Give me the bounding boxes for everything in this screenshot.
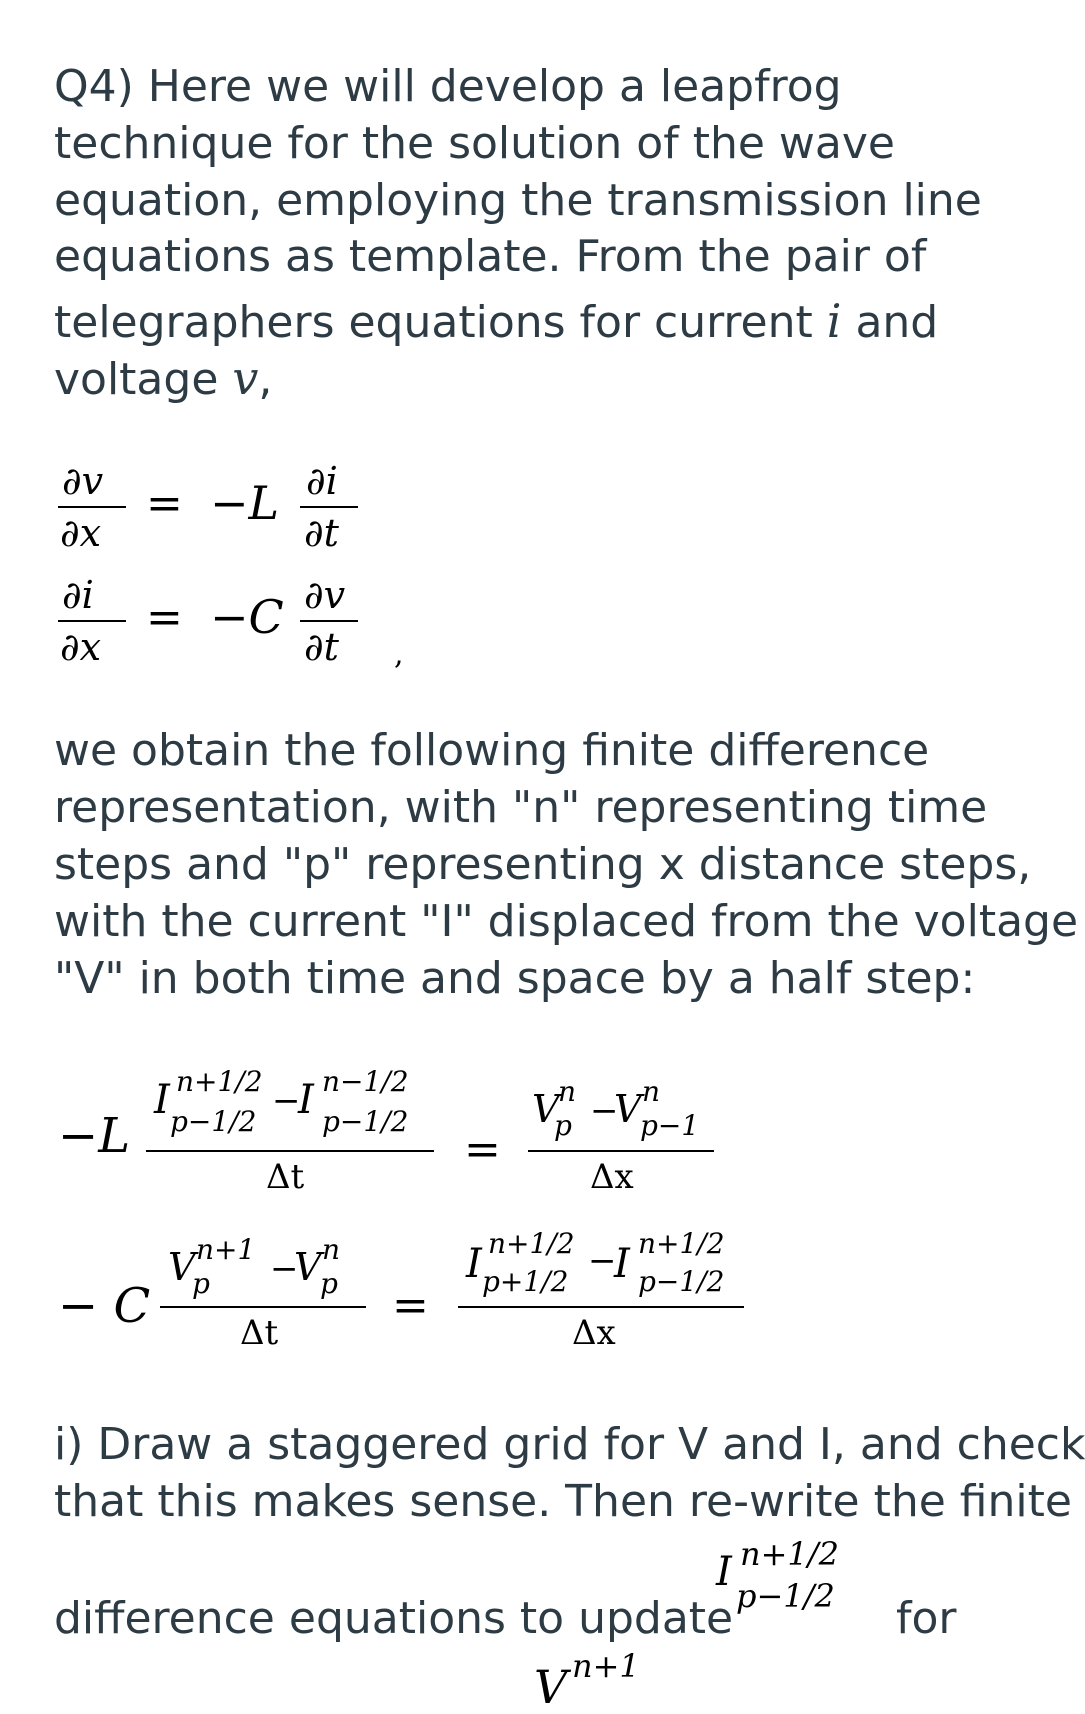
intro-line-5: [54, 293, 1029, 351]
fd1-num-I1-subscript: p−1/2: [170, 1105, 257, 1138]
intro-line-5-prefix: telegraphers equations for current: [54, 297, 827, 348]
fd1-equals-sign: =: [464, 1124, 501, 1175]
part-i-line-4-cutoff: [0, 1647, 1032, 1714]
voltage-variable: v: [232, 351, 259, 405]
fd1-num-I2: I: [298, 1077, 314, 1123]
eq1-equals-sign: =: [146, 478, 183, 529]
eq2-equals-sign: =: [146, 592, 183, 643]
middle-line-5: "V" in both time and space by a half step:: [54, 953, 976, 1004]
fd1-num-I1: I: [154, 1077, 170, 1123]
eq1-lhs-denominator: ∂x: [60, 511, 102, 555]
fd1-rhs-fraction-bar: [528, 1150, 714, 1152]
part-i-update-I-subscript: p−1/2: [736, 1577, 835, 1615]
telegrapher-trailing-comma: ,: [394, 637, 404, 672]
eq1-rhs-fraction-bar: [300, 506, 358, 508]
intro-line-6-prefix: voltage: [54, 354, 233, 405]
part-i-update-I-superscript: n+1/2: [740, 1535, 839, 1573]
fd1-lhs-denominator: Δt: [266, 1157, 305, 1197]
part-i-update-V-superscript: n+1: [572, 1647, 640, 1685]
fd2-rhs-I2-superscript: n+1/2: [638, 1227, 725, 1260]
part-i-line-1: i) Draw a staggered grid for V and I, and check: [54, 1419, 1085, 1470]
fd1-rhs-V2: V: [614, 1087, 642, 1131]
fd1-rhs-V1-subscript: p: [554, 1109, 572, 1142]
fd1-num-I2-superscript: n−1/2: [322, 1065, 409, 1098]
eq1-lhs-fraction-bar: [58, 506, 126, 508]
fd2-rhs-I1-superscript: n+1/2: [488, 1227, 575, 1260]
eq2-lhs-denominator: ∂x: [60, 625, 102, 669]
fd2-rhs-fraction-bar: [458, 1306, 744, 1308]
part-i-line-3-suffix: for: [896, 1593, 957, 1644]
fd2-lhs-denominator: Δt: [240, 1313, 279, 1353]
part-i-line-2: that this makes sense. Then re-write the finite: [54, 1476, 1072, 1527]
fd1-rhs-minus: −: [590, 1091, 619, 1131]
eq2-lhs-fraction-bar: [58, 620, 126, 622]
intro-line-3: equation, employing the transmission line: [54, 175, 982, 226]
fd1-rhs-V2-subscript: p−1: [640, 1109, 700, 1142]
eq1-lhs-numerator: ∂v: [62, 459, 104, 503]
eq1-coefficient: −L: [210, 476, 280, 530]
intro-line-2: technique for the solution of the wave: [54, 118, 895, 169]
part-i-update-V: V: [534, 1660, 568, 1714]
fd2-lhs-fraction-bar: [160, 1306, 366, 1308]
fd2-num-minus: −: [270, 1249, 299, 1289]
eq2-rhs-denominator: ∂t: [304, 625, 339, 669]
fd2-coefficient: − C: [58, 1278, 151, 1334]
eq2-coefficient: −C: [210, 590, 284, 644]
fd2-num-V2-superscript: n: [322, 1233, 341, 1266]
fd2-rhs-I2: I: [614, 1241, 630, 1287]
fd2-num-V1: V: [168, 1245, 196, 1289]
eq1-rhs-numerator: ∂i: [306, 459, 338, 503]
fd1-rhs-V1-superscript: n: [558, 1075, 577, 1108]
fd2-equals-sign: =: [392, 1280, 429, 1331]
fd1-lhs-fraction-bar: [146, 1150, 434, 1152]
fd1-rhs-denominator: Δx: [590, 1157, 634, 1197]
part-i-update-I: I: [716, 1549, 732, 1595]
middle-line-4: with the current "I" displaced from the voltage: [54, 896, 1079, 947]
fd2-num-V2: V: [294, 1245, 322, 1289]
current-variable: i: [826, 294, 842, 348]
intro-line-1: Q4) Here we will develop a leapfrog: [54, 61, 842, 112]
fd2-rhs-I2-subscript: p−1/2: [638, 1265, 725, 1298]
intro-line-5-suffix: and: [841, 297, 939, 348]
fd1-num-I1-superscript: n+1/2: [176, 1065, 263, 1098]
middle-line-2: representation, with "n" representing time: [54, 782, 988, 833]
eq1-rhs-denominator: ∂t: [304, 511, 339, 555]
fd1-coefficient: −L: [58, 1108, 131, 1164]
fd2-rhs-denominator: Δx: [572, 1313, 616, 1353]
eq2-rhs-numerator: ∂v: [304, 573, 346, 617]
eq2-lhs-numerator: ∂i: [62, 573, 94, 617]
fd2-rhs-I1-subscript: p+1/2: [482, 1265, 569, 1298]
fd2-rhs-minus: −: [588, 1241, 617, 1281]
part-i-line-3-prefix: difference equations to update: [54, 1593, 734, 1644]
fd2-num-V1-superscript: n+1: [196, 1233, 256, 1266]
eq2-rhs-fraction-bar: [300, 620, 358, 622]
fd1-num-minus: −: [272, 1081, 301, 1121]
middle-line-1: we obtain the following finite difference: [54, 725, 930, 776]
middle-line-3: steps and "p" representing x distance steps,: [54, 839, 1032, 890]
intro-line-6: [54, 350, 1029, 408]
fd2-num-V1-subscript: p: [192, 1267, 210, 1300]
intro-line-4: equations as template. From the pair of: [54, 231, 927, 282]
fd2-rhs-I1: I: [466, 1241, 482, 1287]
fd2-num-V2-subscript: p: [320, 1267, 338, 1300]
fd1-rhs-V2-superscript: n: [642, 1075, 661, 1108]
fd1-num-I2-subscript: p−1/2: [322, 1105, 409, 1138]
intro-line-6-suffix: ,: [258, 354, 273, 405]
fd1-rhs-V1: V: [532, 1087, 560, 1131]
